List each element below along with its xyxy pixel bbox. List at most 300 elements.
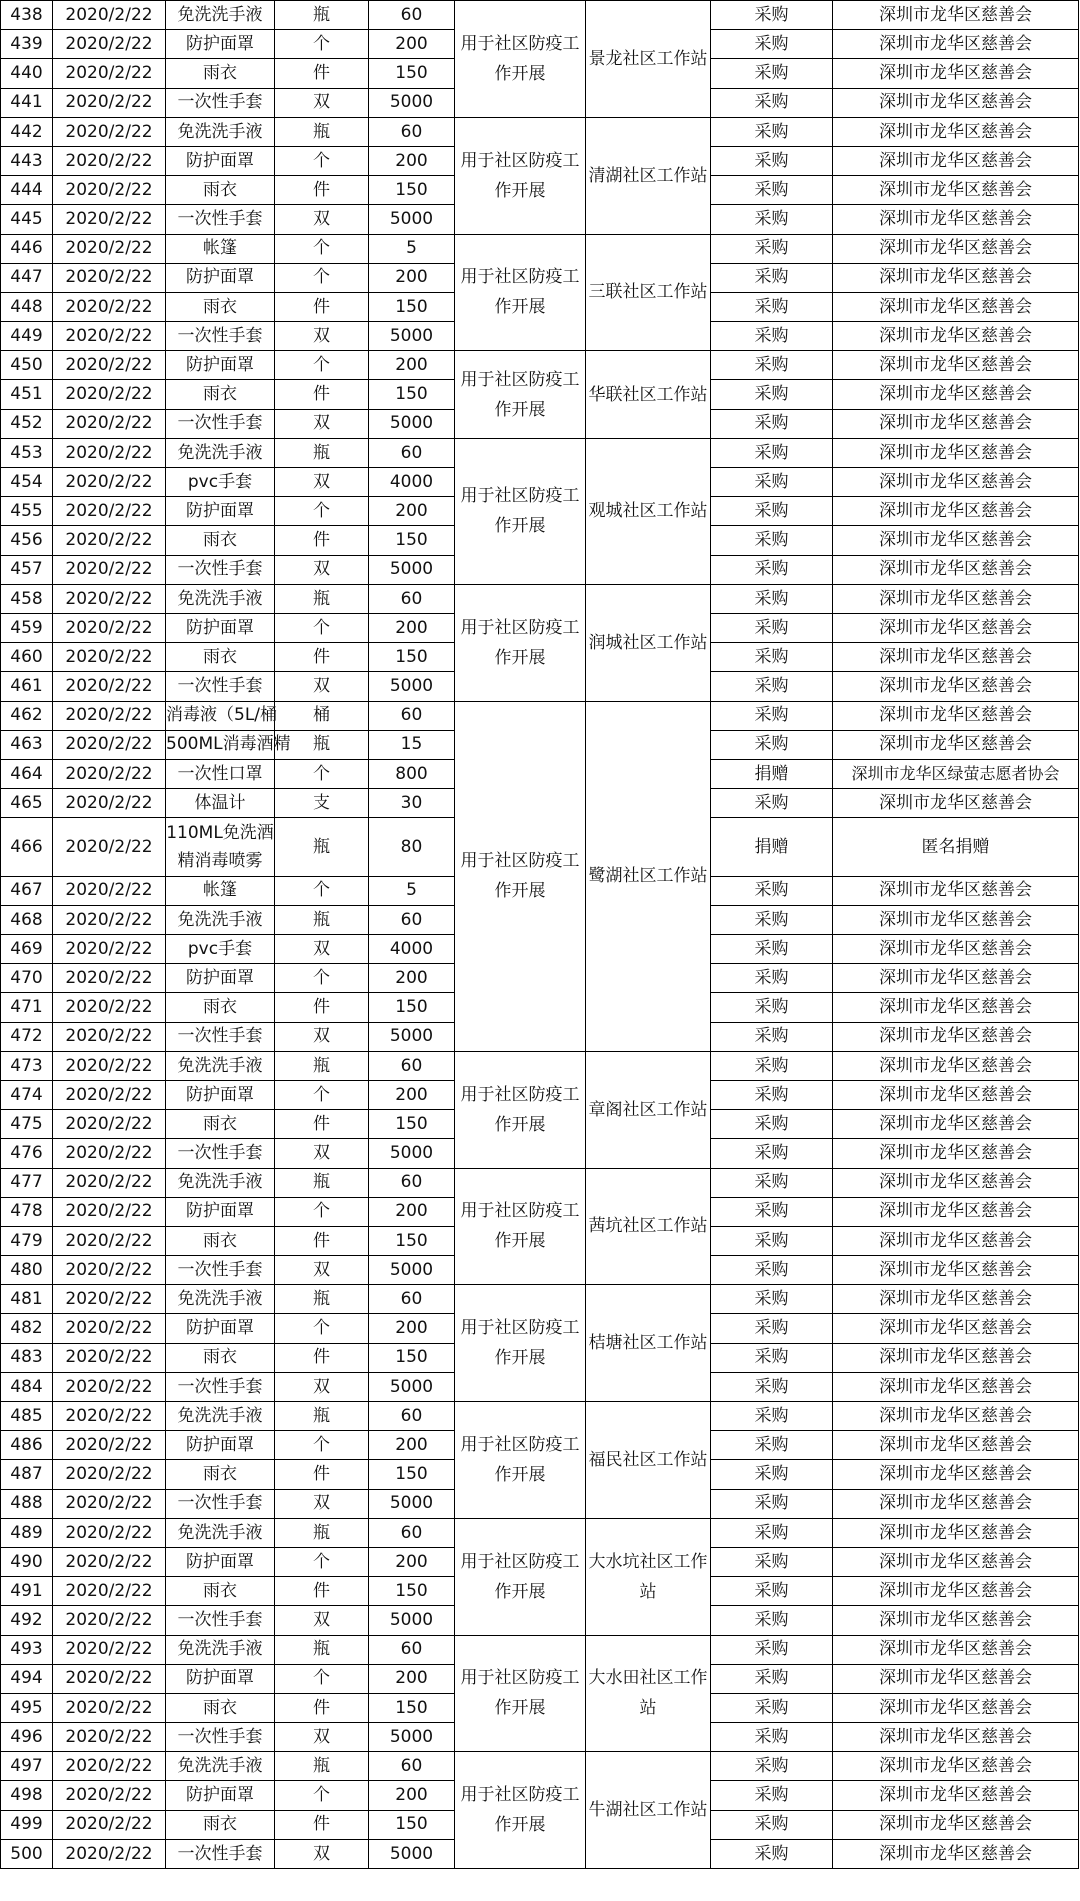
row-date: 2020/2/22 bbox=[53, 876, 166, 905]
row-item: 防护面罩 bbox=[166, 263, 275, 292]
row-item: 免洗洗手液 bbox=[166, 1285, 275, 1314]
row-quantity: 150 bbox=[369, 59, 455, 88]
row-quantity: 150 bbox=[369, 1110, 455, 1139]
row-method: 采购 bbox=[711, 351, 833, 380]
row-date: 2020/2/22 bbox=[53, 1664, 166, 1693]
row-item: 免洗洗手液 bbox=[166, 1168, 275, 1197]
row-quantity: 60 bbox=[369, 905, 455, 934]
row-unit: 瓶 bbox=[275, 584, 369, 613]
row-donor: 深圳市龙华区慈善会 bbox=[833, 1635, 1079, 1664]
row-number: 461 bbox=[1, 672, 53, 701]
row-method: 采购 bbox=[711, 88, 833, 117]
row-donor: 深圳市龙华区慈善会 bbox=[833, 409, 1079, 438]
row-unit: 件 bbox=[275, 176, 369, 205]
row-number: 448 bbox=[1, 292, 53, 321]
row-unit: 个 bbox=[275, 1314, 369, 1343]
row-quantity: 150 bbox=[369, 380, 455, 409]
row-number: 473 bbox=[1, 1051, 53, 1080]
row-quantity: 5 bbox=[369, 234, 455, 263]
row-unit: 件 bbox=[275, 1577, 369, 1606]
row-unit: 个 bbox=[275, 263, 369, 292]
row-date: 2020/2/22 bbox=[53, 176, 166, 205]
table-row bbox=[1, 117, 1079, 146]
row-number: 476 bbox=[1, 1139, 53, 1168]
row-date: 2020/2/22 bbox=[53, 1314, 166, 1343]
row-date: 2020/2/22 bbox=[53, 1051, 166, 1080]
row-number: 480 bbox=[1, 1256, 53, 1285]
row-number: 443 bbox=[1, 146, 53, 175]
table-row bbox=[1, 1635, 1079, 1664]
row-method: 采购 bbox=[711, 1723, 833, 1752]
table-row bbox=[1, 701, 1079, 730]
row-number: 492 bbox=[1, 1606, 53, 1635]
row-quantity: 200 bbox=[369, 30, 455, 59]
row-item: 一次性手套 bbox=[166, 1723, 275, 1752]
row-method: 采购 bbox=[711, 1372, 833, 1401]
row-unit: 双 bbox=[275, 322, 369, 351]
row-number: 453 bbox=[1, 438, 53, 467]
row-method: 采购 bbox=[711, 1402, 833, 1431]
row-item: 雨衣 bbox=[166, 993, 275, 1022]
row-item: 免洗洗手液 bbox=[166, 1752, 275, 1781]
row-item: 免洗洗手液 bbox=[166, 1402, 275, 1431]
row-donor: 深圳市龙华区慈善会 bbox=[833, 176, 1079, 205]
row-unit: 个 bbox=[275, 234, 369, 263]
row-method: 采购 bbox=[711, 468, 833, 497]
row-date: 2020/2/22 bbox=[53, 1606, 166, 1635]
row-date: 2020/2/22 bbox=[53, 1489, 166, 1518]
row-number: 472 bbox=[1, 1022, 53, 1051]
row-number: 475 bbox=[1, 1110, 53, 1139]
row-quantity: 200 bbox=[369, 146, 455, 175]
row-number: 442 bbox=[1, 117, 53, 146]
row-donor: 深圳市龙华区慈善会 bbox=[833, 1, 1079, 30]
row-quantity: 150 bbox=[369, 1343, 455, 1372]
row-item: 免洗洗手液 bbox=[166, 1051, 275, 1080]
row-unit: 个 bbox=[275, 351, 369, 380]
row-donor: 深圳市龙华区慈善会 bbox=[833, 643, 1079, 672]
row-donor: 深圳市龙华区慈善会 bbox=[833, 1693, 1079, 1722]
row-quantity: 200 bbox=[369, 263, 455, 292]
group-recipient: 大水田社区工作站 bbox=[586, 1635, 711, 1752]
group-recipient: 景龙社区工作站 bbox=[586, 1, 711, 118]
row-number: 485 bbox=[1, 1402, 53, 1431]
row-method: 采购 bbox=[711, 613, 833, 642]
row-item: 防护面罩 bbox=[166, 1197, 275, 1226]
row-donor: 深圳市龙华区慈善会 bbox=[833, 1372, 1079, 1401]
group-recipient: 清湖社区工作站 bbox=[586, 117, 711, 234]
row-donor: 深圳市龙华区慈善会 bbox=[833, 1518, 1079, 1547]
row-number: 471 bbox=[1, 993, 53, 1022]
group-purpose: 用于社区防疫工作开展 bbox=[455, 584, 586, 701]
row-donor: 深圳市龙华区慈善会 bbox=[833, 322, 1079, 351]
row-donor: 深圳市龙华区慈善会 bbox=[833, 701, 1079, 730]
row-unit: 瓶 bbox=[275, 117, 369, 146]
row-item: 防护面罩 bbox=[166, 497, 275, 526]
row-item: 雨衣 bbox=[166, 1226, 275, 1255]
row-quantity: 200 bbox=[369, 1431, 455, 1460]
row-quantity: 5000 bbox=[369, 322, 455, 351]
row-method: 采购 bbox=[711, 263, 833, 292]
row-unit: 件 bbox=[275, 1343, 369, 1372]
group-purpose: 用于社区防疫工作开展 bbox=[455, 1635, 586, 1752]
row-method: 采购 bbox=[711, 584, 833, 613]
table-row bbox=[1, 234, 1079, 263]
row-unit: 双 bbox=[275, 1489, 369, 1518]
table-row bbox=[1, 1168, 1079, 1197]
row-method: 采购 bbox=[711, 1197, 833, 1226]
row-number: 456 bbox=[1, 526, 53, 555]
row-unit: 瓶 bbox=[275, 730, 369, 759]
row-date: 2020/2/22 bbox=[53, 1372, 166, 1401]
row-unit: 双 bbox=[275, 1839, 369, 1868]
row-quantity: 5000 bbox=[369, 1372, 455, 1401]
row-method: 采购 bbox=[711, 1139, 833, 1168]
row-donor: 深圳市龙华区慈善会 bbox=[833, 292, 1079, 321]
row-method: 采购 bbox=[711, 1, 833, 30]
row-quantity: 60 bbox=[369, 1518, 455, 1547]
row-method: 采购 bbox=[711, 1256, 833, 1285]
row-unit: 个 bbox=[275, 964, 369, 993]
row-item: 防护面罩 bbox=[166, 1664, 275, 1693]
row-unit: 桶 bbox=[275, 701, 369, 730]
row-number: 500 bbox=[1, 1839, 53, 1868]
row-number: 452 bbox=[1, 409, 53, 438]
row-unit: 瓶 bbox=[275, 1051, 369, 1080]
row-number: 482 bbox=[1, 1314, 53, 1343]
row-method: 采购 bbox=[711, 497, 833, 526]
row-number: 484 bbox=[1, 1372, 53, 1401]
row-method: 采购 bbox=[711, 789, 833, 818]
row-method: 采购 bbox=[711, 1781, 833, 1810]
row-item: pvc手套 bbox=[166, 468, 275, 497]
row-item: 防护面罩 bbox=[166, 1781, 275, 1810]
row-date: 2020/2/22 bbox=[53, 759, 166, 788]
row-date: 2020/2/22 bbox=[53, 205, 166, 234]
row-quantity: 150 bbox=[369, 1226, 455, 1255]
row-item: 免洗洗手液 bbox=[166, 438, 275, 467]
row-quantity: 200 bbox=[369, 1547, 455, 1576]
row-donor: 深圳市龙华区慈善会 bbox=[833, 1577, 1079, 1606]
group-purpose: 用于社区防疫工作开展 bbox=[455, 117, 586, 234]
row-donor: 深圳市龙华区慈善会 bbox=[833, 905, 1079, 934]
row-item: 一次性手套 bbox=[166, 1256, 275, 1285]
row-unit: 个 bbox=[275, 1781, 369, 1810]
row-date: 2020/2/22 bbox=[53, 1810, 166, 1839]
row-method: 采购 bbox=[711, 380, 833, 409]
row-number: 463 bbox=[1, 730, 53, 759]
group-purpose: 用于社区防疫工作开展 bbox=[455, 701, 586, 1051]
table-row bbox=[1, 1752, 1079, 1781]
row-date: 2020/2/22 bbox=[53, 789, 166, 818]
row-donor: 深圳市龙华区慈善会 bbox=[833, 1781, 1079, 1810]
row-method: 捐赠 bbox=[711, 818, 833, 876]
row-date: 2020/2/22 bbox=[53, 351, 166, 380]
table-row bbox=[1, 351, 1079, 380]
row-number: 481 bbox=[1, 1285, 53, 1314]
group-purpose: 用于社区防疫工作开展 bbox=[455, 1518, 586, 1635]
row-unit: 瓶 bbox=[275, 438, 369, 467]
row-unit: 双 bbox=[275, 1372, 369, 1401]
row-donor: 深圳市龙华区慈善会 bbox=[833, 584, 1079, 613]
row-item: 雨衣 bbox=[166, 292, 275, 321]
group-purpose: 用于社区防疫工作开展 bbox=[455, 351, 586, 439]
row-quantity: 150 bbox=[369, 993, 455, 1022]
row-method: 采购 bbox=[711, 1635, 833, 1664]
row-unit: 件 bbox=[275, 1810, 369, 1839]
row-donor: 深圳市龙华区慈善会 bbox=[833, 438, 1079, 467]
row-donor: 深圳市龙华区慈善会 bbox=[833, 1080, 1079, 1109]
row-unit: 瓶 bbox=[275, 818, 369, 876]
row-unit: 个 bbox=[275, 1431, 369, 1460]
table-row bbox=[1, 1402, 1079, 1431]
row-donor: 深圳市龙华区慈善会 bbox=[833, 1314, 1079, 1343]
row-quantity: 150 bbox=[369, 1460, 455, 1489]
row-date: 2020/2/22 bbox=[53, 905, 166, 934]
row-quantity: 200 bbox=[369, 1781, 455, 1810]
row-donor: 深圳市龙华区慈善会 bbox=[833, 1664, 1079, 1693]
row-unit: 双 bbox=[275, 468, 369, 497]
group-purpose: 用于社区防疫工作开展 bbox=[455, 1168, 586, 1285]
group-purpose: 用于社区防疫工作开展 bbox=[455, 1752, 586, 1869]
row-unit: 瓶 bbox=[275, 1402, 369, 1431]
row-number: 459 bbox=[1, 613, 53, 642]
row-date: 2020/2/22 bbox=[53, 1635, 166, 1664]
row-quantity: 60 bbox=[369, 1752, 455, 1781]
table-row bbox=[1, 1051, 1079, 1080]
group-purpose: 用于社区防疫工作开展 bbox=[455, 1285, 586, 1402]
row-method: 采购 bbox=[711, 964, 833, 993]
row-quantity: 5000 bbox=[369, 1723, 455, 1752]
row-item: 一次性手套 bbox=[166, 1606, 275, 1635]
row-method: 采购 bbox=[711, 322, 833, 351]
row-quantity: 150 bbox=[369, 176, 455, 205]
row-date: 2020/2/22 bbox=[53, 1343, 166, 1372]
row-date: 2020/2/22 bbox=[53, 1226, 166, 1255]
row-quantity: 60 bbox=[369, 1168, 455, 1197]
row-donor: 深圳市龙华区慈善会 bbox=[833, 1723, 1079, 1752]
row-unit: 件 bbox=[275, 1110, 369, 1139]
row-unit: 双 bbox=[275, 1606, 369, 1635]
row-number: 460 bbox=[1, 643, 53, 672]
group-recipient: 茜坑社区工作站 bbox=[586, 1168, 711, 1285]
row-donor: 深圳市龙华区慈善会 bbox=[833, 1839, 1079, 1868]
row-date: 2020/2/22 bbox=[53, 701, 166, 730]
row-number: 488 bbox=[1, 1489, 53, 1518]
row-number: 495 bbox=[1, 1693, 53, 1722]
row-number: 477 bbox=[1, 1168, 53, 1197]
row-number: 470 bbox=[1, 964, 53, 993]
row-item: 体温计 bbox=[166, 789, 275, 818]
row-date: 2020/2/22 bbox=[53, 555, 166, 584]
row-quantity: 5000 bbox=[369, 1022, 455, 1051]
row-method: 采购 bbox=[711, 1577, 833, 1606]
row-number: 494 bbox=[1, 1664, 53, 1693]
row-quantity: 60 bbox=[369, 1635, 455, 1664]
row-unit: 瓶 bbox=[275, 905, 369, 934]
row-quantity: 60 bbox=[369, 117, 455, 146]
row-unit: 双 bbox=[275, 555, 369, 584]
row-method: 采购 bbox=[711, 876, 833, 905]
row-item: 防护面罩 bbox=[166, 30, 275, 59]
row-quantity: 800 bbox=[369, 759, 455, 788]
group-recipient: 华联社区工作站 bbox=[586, 351, 711, 439]
row-quantity: 5000 bbox=[369, 409, 455, 438]
row-donor: 深圳市龙华区慈善会 bbox=[833, 1810, 1079, 1839]
row-unit: 双 bbox=[275, 88, 369, 117]
row-item: 雨衣 bbox=[166, 1110, 275, 1139]
row-date: 2020/2/22 bbox=[53, 964, 166, 993]
row-unit: 个 bbox=[275, 30, 369, 59]
row-unit: 支 bbox=[275, 789, 369, 818]
row-item: 雨衣 bbox=[166, 176, 275, 205]
row-quantity: 60 bbox=[369, 1285, 455, 1314]
row-unit: 件 bbox=[275, 59, 369, 88]
row-donor: 深圳市龙华区慈善会 bbox=[833, 263, 1079, 292]
row-number: 467 bbox=[1, 876, 53, 905]
row-unit: 个 bbox=[275, 1080, 369, 1109]
row-method: 采购 bbox=[711, 1518, 833, 1547]
row-date: 2020/2/22 bbox=[53, 584, 166, 613]
row-item: 防护面罩 bbox=[166, 351, 275, 380]
table-row bbox=[1, 438, 1079, 467]
row-donor: 深圳市龙华区慈善会 bbox=[833, 789, 1079, 818]
row-unit: 双 bbox=[275, 672, 369, 701]
row-unit: 件 bbox=[275, 1226, 369, 1255]
row-item: 一次性手套 bbox=[166, 1839, 275, 1868]
group-purpose: 用于社区防疫工作开展 bbox=[455, 1, 586, 118]
row-number: 462 bbox=[1, 701, 53, 730]
row-item: 一次性手套 bbox=[166, 555, 275, 584]
row-number: 497 bbox=[1, 1752, 53, 1781]
row-donor: 深圳市龙华区慈善会 bbox=[833, 1343, 1079, 1372]
row-method: 采购 bbox=[711, 292, 833, 321]
row-date: 2020/2/22 bbox=[53, 1518, 166, 1547]
row-number: 487 bbox=[1, 1460, 53, 1489]
row-donor: 深圳市龙华区慈善会 bbox=[833, 1139, 1079, 1168]
group-recipient: 鹭湖社区工作站 bbox=[586, 701, 711, 1051]
row-date: 2020/2/22 bbox=[53, 438, 166, 467]
row-item: 一次性手套 bbox=[166, 1022, 275, 1051]
row-number: 474 bbox=[1, 1080, 53, 1109]
row-item: 一次性手套 bbox=[166, 88, 275, 117]
row-number: 491 bbox=[1, 1577, 53, 1606]
row-quantity: 150 bbox=[369, 1810, 455, 1839]
row-donor: 深圳市龙华区慈善会 bbox=[833, 117, 1079, 146]
row-date: 2020/2/22 bbox=[53, 1839, 166, 1868]
row-item: 防护面罩 bbox=[166, 1080, 275, 1109]
row-item: 一次性手套 bbox=[166, 1372, 275, 1401]
row-unit: 双 bbox=[275, 205, 369, 234]
table-row bbox=[1, 1285, 1079, 1314]
row-quantity: 80 bbox=[369, 818, 455, 876]
row-item: 500ML消毒酒精 bbox=[166, 730, 275, 759]
row-method: 采购 bbox=[711, 146, 833, 175]
row-item: 雨衣 bbox=[166, 643, 275, 672]
row-donor: 深圳市龙华区慈善会 bbox=[833, 1606, 1079, 1635]
row-number: 498 bbox=[1, 1781, 53, 1810]
group-purpose: 用于社区防疫工作开展 bbox=[455, 1051, 586, 1168]
row-number: 490 bbox=[1, 1547, 53, 1576]
row-method: 采购 bbox=[711, 1343, 833, 1372]
row-number: 489 bbox=[1, 1518, 53, 1547]
row-unit: 个 bbox=[275, 1547, 369, 1576]
row-unit: 双 bbox=[275, 1139, 369, 1168]
row-quantity: 5000 bbox=[369, 1489, 455, 1518]
row-method: 采购 bbox=[711, 1810, 833, 1839]
row-date: 2020/2/22 bbox=[53, 1022, 166, 1051]
row-item: pvc手套 bbox=[166, 935, 275, 964]
row-quantity: 150 bbox=[369, 1693, 455, 1722]
row-method: 采购 bbox=[711, 1489, 833, 1518]
row-method: 采购 bbox=[711, 555, 833, 584]
row-method: 采购 bbox=[711, 643, 833, 672]
row-date: 2020/2/22 bbox=[53, 497, 166, 526]
row-item: 防护面罩 bbox=[166, 1314, 275, 1343]
row-method: 采购 bbox=[711, 730, 833, 759]
row-unit: 个 bbox=[275, 759, 369, 788]
row-date: 2020/2/22 bbox=[53, 1723, 166, 1752]
row-date: 2020/2/22 bbox=[53, 322, 166, 351]
row-donor: 深圳市龙华区慈善会 bbox=[833, 1431, 1079, 1460]
row-method: 采购 bbox=[711, 1080, 833, 1109]
row-method: 采购 bbox=[711, 701, 833, 730]
row-donor: 深圳市龙华区慈善会 bbox=[833, 876, 1079, 905]
row-unit: 件 bbox=[275, 292, 369, 321]
row-number: 449 bbox=[1, 322, 53, 351]
row-item: 雨衣 bbox=[166, 1693, 275, 1722]
row-donor: 深圳市龙华区慈善会 bbox=[833, 526, 1079, 555]
row-method: 采购 bbox=[711, 526, 833, 555]
table-body bbox=[1, 1, 1079, 1869]
row-quantity: 200 bbox=[369, 351, 455, 380]
row-donor: 深圳市龙华区慈善会 bbox=[833, 1110, 1079, 1139]
row-quantity: 60 bbox=[369, 701, 455, 730]
row-donor: 深圳市龙华区慈善会 bbox=[833, 1460, 1079, 1489]
row-date: 2020/2/22 bbox=[53, 1577, 166, 1606]
row-number: 444 bbox=[1, 176, 53, 205]
row-date: 2020/2/22 bbox=[53, 935, 166, 964]
row-quantity: 5000 bbox=[369, 88, 455, 117]
row-date: 2020/2/22 bbox=[53, 1693, 166, 1722]
row-number: 469 bbox=[1, 935, 53, 964]
row-unit: 双 bbox=[275, 409, 369, 438]
row-method: 采购 bbox=[711, 1693, 833, 1722]
row-item: 一次性手套 bbox=[166, 1489, 275, 1518]
row-item: 免洗洗手液 bbox=[166, 584, 275, 613]
row-number: 457 bbox=[1, 555, 53, 584]
row-quantity: 200 bbox=[369, 1314, 455, 1343]
row-quantity: 150 bbox=[369, 643, 455, 672]
row-donor: 深圳市龙华区慈善会 bbox=[833, 1285, 1079, 1314]
group-recipient: 三联社区工作站 bbox=[586, 234, 711, 351]
row-item: 雨衣 bbox=[166, 1577, 275, 1606]
row-item: 帐篷 bbox=[166, 876, 275, 905]
row-date: 2020/2/22 bbox=[53, 613, 166, 642]
row-method: 采购 bbox=[711, 59, 833, 88]
row-number: 454 bbox=[1, 468, 53, 497]
row-quantity: 5000 bbox=[369, 555, 455, 584]
table-row bbox=[1, 1, 1079, 30]
table-row bbox=[1, 1518, 1079, 1547]
row-item: 一次性口罩 bbox=[166, 759, 275, 788]
row-date: 2020/2/22 bbox=[53, 1547, 166, 1576]
row-unit: 双 bbox=[275, 1723, 369, 1752]
row-item: 雨衣 bbox=[166, 1810, 275, 1839]
row-unit: 瓶 bbox=[275, 1, 369, 30]
row-quantity: 4000 bbox=[369, 468, 455, 497]
row-item: 防护面罩 bbox=[166, 1431, 275, 1460]
